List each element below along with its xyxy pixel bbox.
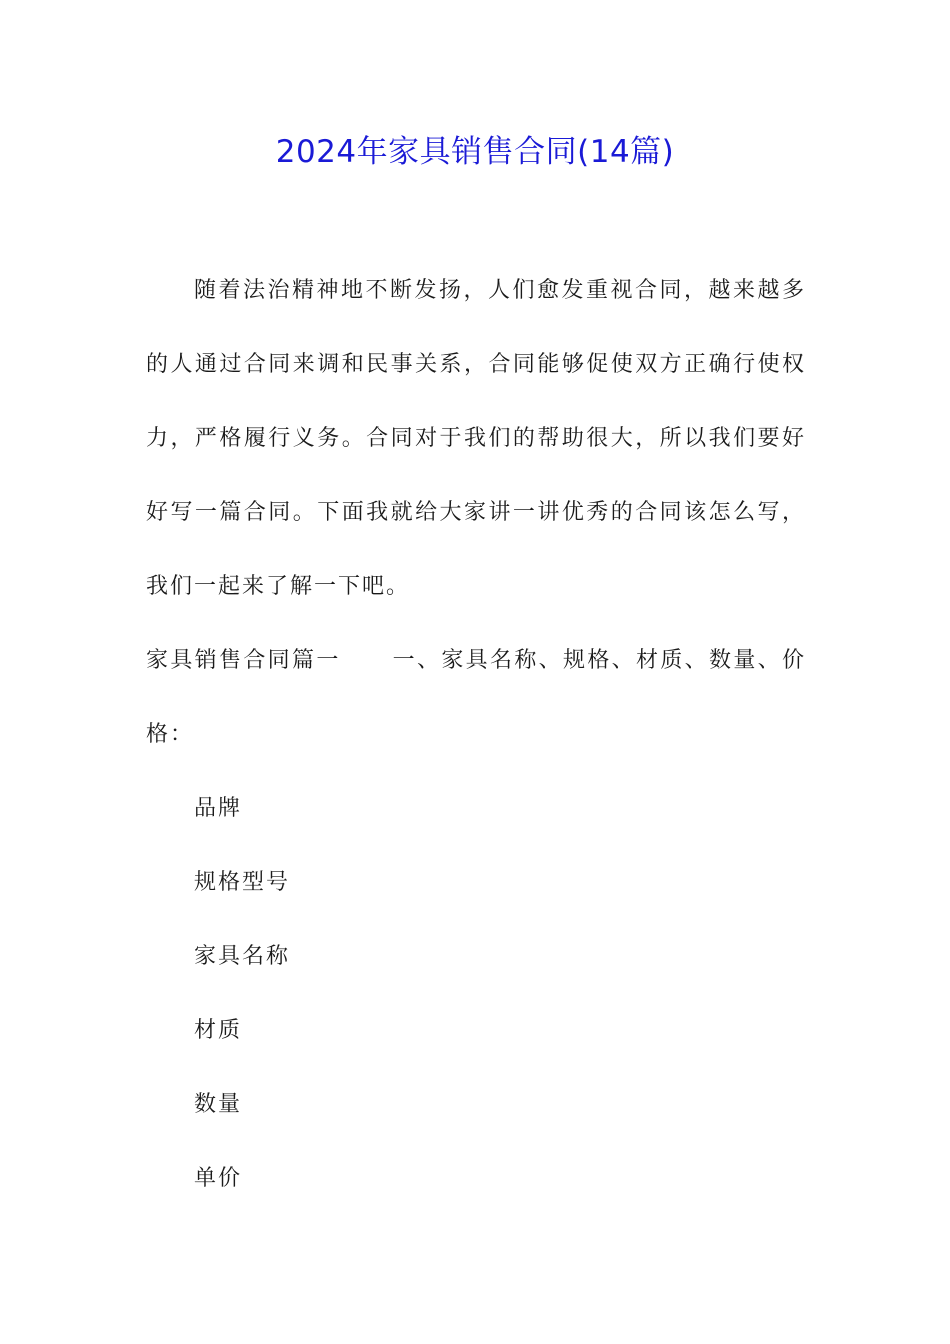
intro-paragraph: 随着法治精神地不断发扬，人们愈发重视合同，越来越多的人通过合同来调和民事关系，合同能够促使双方正确行使权力，严格履行义务。合同对于我们的帮助很大，所以我们要好好写一篇合同。下面我就给大家讲一讲优秀的合同该怎么写，我们一起来了解一下吧。 — [146, 278, 806, 599]
section-heading: 家具销售合同篇一 — [146, 648, 341, 673]
field-brand: 品牌 — [194, 796, 243, 821]
field-model: 规格型号 — [194, 870, 291, 895]
field-furniture-name: 家具名称 — [194, 944, 291, 969]
section-line — [146, 624, 806, 772]
document-title: 2024年家具销售合同(14篇) — [275, 134, 675, 170]
document-body — [146, 254, 806, 1216]
field-quantity: 数量 — [194, 1092, 243, 1117]
field-material: 材质 — [194, 1018, 243, 1043]
field-unit-price: 单价 — [194, 1166, 243, 1191]
clause-1-text: 一、家具名称、规格、材质、数量、价格： — [146, 648, 806, 747]
